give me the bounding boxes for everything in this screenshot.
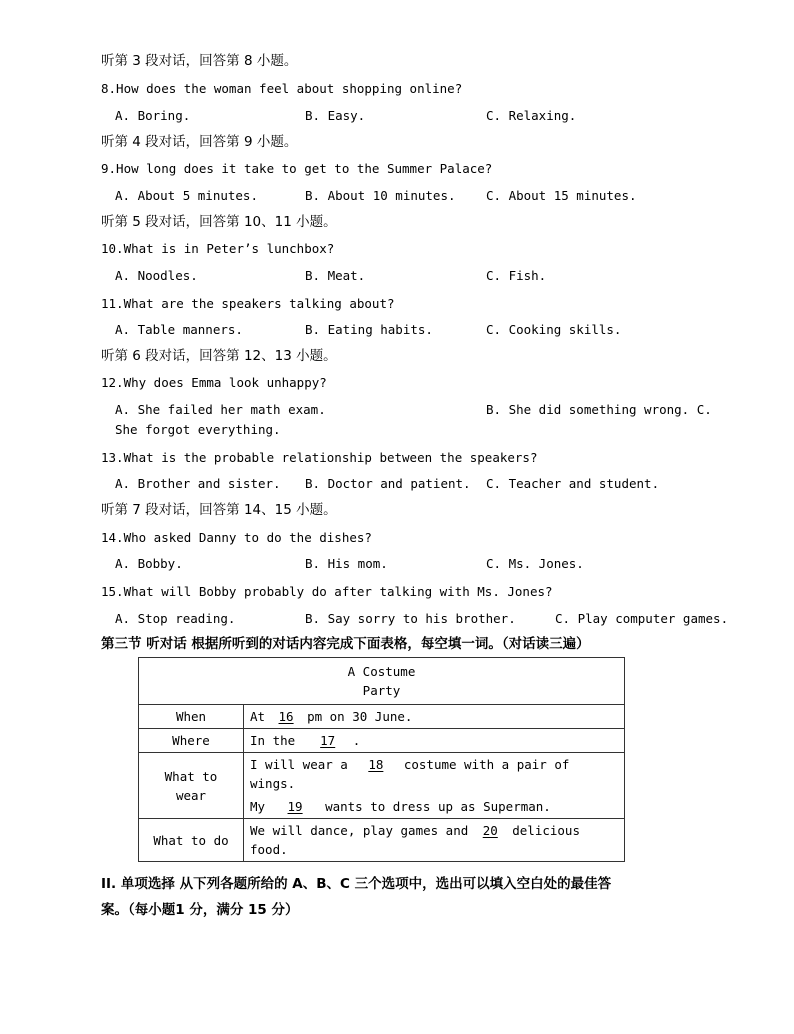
- blank-16[interactable]: 16: [278, 709, 294, 724]
- option-a: A. Brother and sister.: [115, 476, 281, 491]
- blank-20[interactable]: 20: [482, 823, 498, 838]
- row-key-when: When: [139, 705, 244, 729]
- option-c: C. Fish.: [486, 268, 547, 283]
- option-b: B. Say sorry to his brother.: [305, 611, 516, 626]
- option-a: A. Stop reading.: [115, 611, 236, 626]
- blank-17[interactable]: 17: [320, 733, 336, 748]
- option-b: B. She did something wrong. C.: [486, 402, 712, 417]
- question-text: 14.Who asked Danny to do the dishes?: [101, 530, 372, 545]
- table-title: A Costume Party: [139, 658, 625, 705]
- option-b: B. His mom.: [305, 556, 388, 571]
- option-a: A. About 5 minutes.: [115, 188, 258, 203]
- option-a: A. Noodles.: [115, 268, 198, 283]
- costume-party-table: [138, 657, 625, 862]
- part2-heading-line1: II. 单项选择 从下列各题所给的 A、B、C 三个选项中，选出可以填入空白处的最佳答: [101, 876, 612, 892]
- option-b: B. Eating habits.: [305, 322, 433, 337]
- question-text: 9.How long does it take to get to the Summer Palace?: [101, 161, 493, 176]
- row-value-when: At 16 pm on 30 June.: [244, 705, 625, 729]
- row-value-wear-1: I will wear a 18 costume with a pair of wings.: [244, 753, 625, 796]
- part2-heading-line2: 案。（每小题1 分，满分 15 分）: [101, 902, 299, 918]
- question-text: 15.What will Bobby probably do after talking with Ms. Jones?: [101, 584, 553, 599]
- table-title-row: [139, 658, 625, 705]
- row-key-wear: What to wear: [139, 753, 244, 819]
- option-a: A. Boring.: [115, 108, 191, 123]
- question-text: 13.What is the probable relationship between the speakers?: [101, 450, 538, 465]
- option-b: B. Easy.: [305, 108, 366, 123]
- option-c: She forgot everything.: [115, 422, 281, 437]
- section-heading: 听第 3 段对话，回答第 8 小题。: [101, 53, 298, 69]
- blank-18[interactable]: 18: [368, 757, 384, 772]
- option-c: C. Teacher and student.: [486, 476, 660, 491]
- table-row: [139, 819, 625, 862]
- option-c: C. Relaxing.: [486, 108, 577, 123]
- option-a: A. She failed her math exam.: [115, 402, 326, 417]
- option-c: C. Cooking skills.: [486, 322, 622, 337]
- option-b: B. Meat.: [305, 268, 366, 283]
- question-text: 11.What are the speakers talking about?: [101, 296, 395, 311]
- row-value-where: In the 17 .: [244, 729, 625, 753]
- option-c: C. Play computer games.: [555, 611, 729, 626]
- row-key-where: Where: [139, 729, 244, 753]
- section-heading: 听第 6 段对话，回答第 12、13 小题。: [101, 348, 337, 364]
- section-heading: 听第 4 段对话，回答第 9 小题。: [101, 134, 298, 150]
- table-row: [139, 705, 625, 729]
- option-c: C. Ms. Jones.: [486, 556, 584, 571]
- section-heading: 听第 5 段对话，回答第 10、11 小题。: [101, 214, 337, 230]
- table-row: [139, 753, 625, 796]
- question-text: 10.What is in Peter’s lunchbox?: [101, 241, 335, 256]
- option-a: A. Bobby.: [115, 556, 183, 571]
- part3-heading: 第三节 听对话 根据所听到的对话内容完成下面表格，每空填一词。（对话读三遍）: [101, 636, 590, 652]
- question-text: 12.Why does Emma look unhappy?: [101, 375, 327, 390]
- row-value-wear-2: My 19 wants to dress up as Superman.: [244, 795, 625, 819]
- option-b: B. About 10 minutes.: [305, 188, 456, 203]
- section-heading: 听第 7 段对话，回答第 14、15 小题。: [101, 502, 337, 518]
- option-a: A. Table manners.: [115, 322, 243, 337]
- row-value-do: We will dance, play games and 20 delicious food.: [244, 819, 625, 862]
- option-c: C. About 15 minutes.: [486, 188, 637, 203]
- option-b: B. Doctor and patient.: [305, 476, 471, 491]
- table-row: [139, 729, 625, 753]
- question-text: 8.How does the woman feel about shopping online?: [101, 81, 463, 96]
- blank-19[interactable]: 19: [287, 799, 303, 814]
- row-key-do: What to do: [139, 819, 244, 862]
